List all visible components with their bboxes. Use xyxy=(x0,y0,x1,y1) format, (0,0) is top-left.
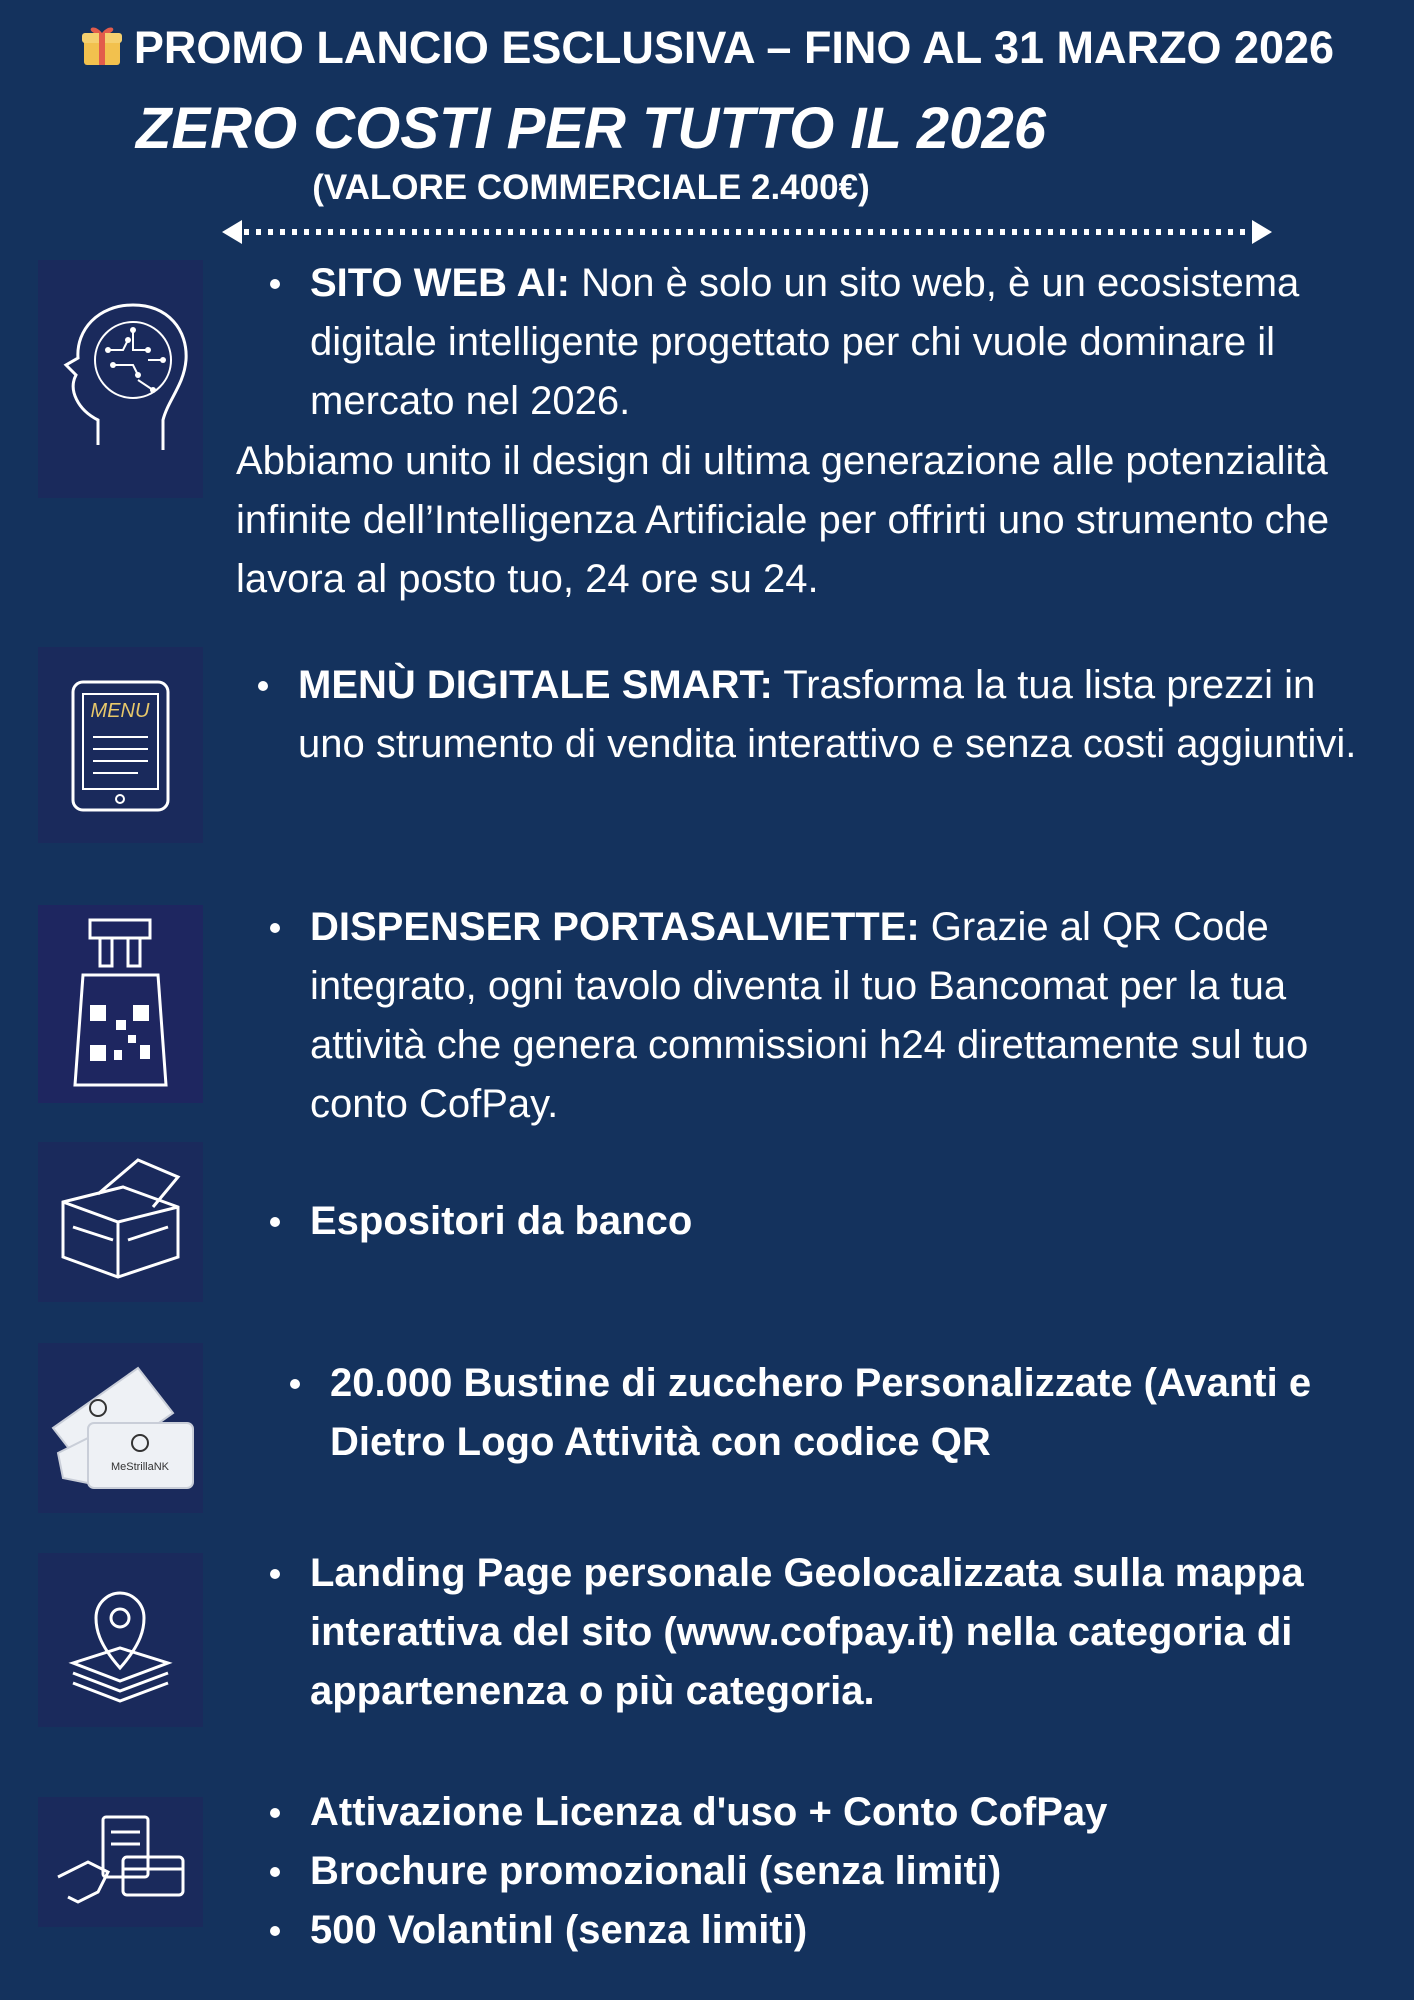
item-displays xyxy=(310,1192,1380,1251)
item-final-list xyxy=(310,1783,1390,1960)
ai-head-icon xyxy=(38,260,203,498)
double-arrow-icon xyxy=(222,218,1272,246)
tablet-menu-icon xyxy=(38,647,203,843)
card-payment-icon xyxy=(38,1797,203,1927)
list-item: SITO WEB AI: Non è solo un sito web, è un ecosistema digitale intelligente progettato per chi vuole dominare il mercato nel 2026. xyxy=(310,254,1350,431)
item-sugar xyxy=(330,1354,1390,1472)
map-pin-layers-icon xyxy=(38,1553,203,1727)
gift-icon xyxy=(80,23,124,78)
headline: ZERO COSTI PER TUTTO IL 2026 xyxy=(136,96,1046,161)
qr-dispenser-icon xyxy=(38,905,203,1103)
list-item: Espositori da banco xyxy=(310,1192,1380,1251)
item-web-ai xyxy=(310,254,1350,431)
item-landing xyxy=(310,1544,1390,1721)
list-item: Landing Page personale Geolocalizzata sulla mappa interattiva del sito (www.cofpay.it) nella categoria di appartenenza o più categoria. xyxy=(310,1544,1390,1721)
list-item: Attivazione Licenza d'uso + Conto CofPay xyxy=(310,1783,1390,1842)
web-ai-paragraph: Abbiamo unito il design di ultima generazione alle potenzialità infinite dell’Intelligenza Artificiale per offrirti uno strumento che lavora al posto tuo, 24 ore su 24. xyxy=(236,439,1330,601)
item-menu xyxy=(298,656,1368,774)
item-dispenser xyxy=(310,898,1380,1134)
value-note: (VALORE COMMERCIALE 2.400€) xyxy=(312,168,870,207)
sugar-packets-icon xyxy=(38,1343,203,1513)
promo-title: PROMO LANCIO ESCLUSIVA – FINO AL 31 MARZO 2026 xyxy=(0,22,1414,78)
list-item: MENÙ DIGITALE SMART: Trasforma la tua lista prezzi in uno strumento di vendita interattivo e senza costi aggiuntivi. xyxy=(298,656,1368,774)
list-item: 500 VolantinI (senza limiti) xyxy=(310,1901,1390,1960)
list-item: 20.000 Bustine di zucchero Personalizzate (Avanti e Dietro Logo Attività con codice QR xyxy=(330,1354,1390,1472)
svg-text:MeStrillaNK: MeStrillaNK xyxy=(110,1461,170,1473)
list-item: Brochure promozionali (senza limiti) xyxy=(310,1842,1390,1901)
svg-text:MENU: MENU xyxy=(90,700,150,722)
list-item: DISPENSER PORTASALVIETTE: Grazie al QR Code integrato, ogni tavolo diventa il tuo Bancomat per la tua attività che genera commissioni h24 direttamente sul tuo conto CofPay. xyxy=(310,898,1380,1134)
counter-display-icon xyxy=(38,1142,203,1302)
